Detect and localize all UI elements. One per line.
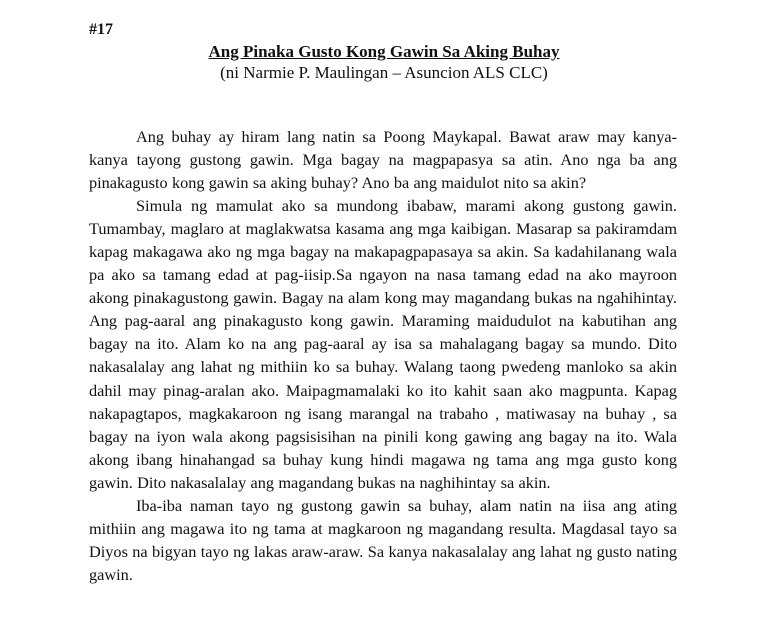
- essay-author-line: (ni Narmie P. Maulingan – Asuncion ALS CLC): [220, 63, 548, 82]
- paragraph-3: Iba-iba naman tayo ng gustong gawin sa buhay, alam natin na iisa ang ating mithiin ang magawa ito ng tama at magkaroon ng magandang resulta. Magdasal tayo sa Diyos na bigyan tayo ng lakas araw-araw. Sa kanya nakasalalay ang lahat ng gusto nating gawin.: [89, 495, 677, 584]
- paragraph-2: Simula ng mamulat ako sa mundong ibabaw, marami akong gustong gawin. Tumambay, maglaro at maglakwatsa kasama ang mga kaibigan. Masarap sa pakiramdam kapag makagawa ako ng mga bagay na makapagpapasaya sa akin. Sa kadahilanang wala pa ako sa tamang edad at pag-iisip.Sa ngayon na nasa tamang edad na ako mayroon akong pinakagustong gawin. Bagay na alam kong may magandang bukas na ngahihintay. Ang pag-aaral ang pinakagusto kong gawin. Maraming maidudulot na kabutihan ang bagay na ito. Alam ko na ang pag-aaral ay isa sa mahalagang bagay sa mundo. Dito nakasalalay ang lahat ng mithiin ko sa buhay. Walang taong pwedeng manloko sa akin dahil may pinag-aralan ako. Maipagmamalaki ko ito kahit saan ako magpunta. Kapag nakapagtapos, magkakaroon ng isang marangal na trabaho , matiwasay na buhay , sa bagay na iyon wala akong pagsisisihan na pinili kong gawing ang bagay na ito. Wala akong ibang hinahangad sa buhay kung hindi magawa ng tama ang mga gusto kong gawin. Dito nakasalalay ang magandang bukas na naghihintay sa akin.: [89, 196, 677, 492]
- paragraph-1: Ang buhay ay hiram lang natin sa Poong Maykapal. Bawat araw may kanya-kanya tayong gustong gawin. Mga bagay na magpapasya sa atin. Ano nga ba ang pinakagusto kong gawin sa aking buhay? Ano ba ang maidulot nito sa akin?: [89, 127, 677, 193]
- essay-body: [89, 125, 677, 586]
- essay-number: #17: [89, 21, 113, 38]
- essay-title: Ang Pinaka Gusto Kong Gawin Sa Aking Buhay: [208, 42, 560, 61]
